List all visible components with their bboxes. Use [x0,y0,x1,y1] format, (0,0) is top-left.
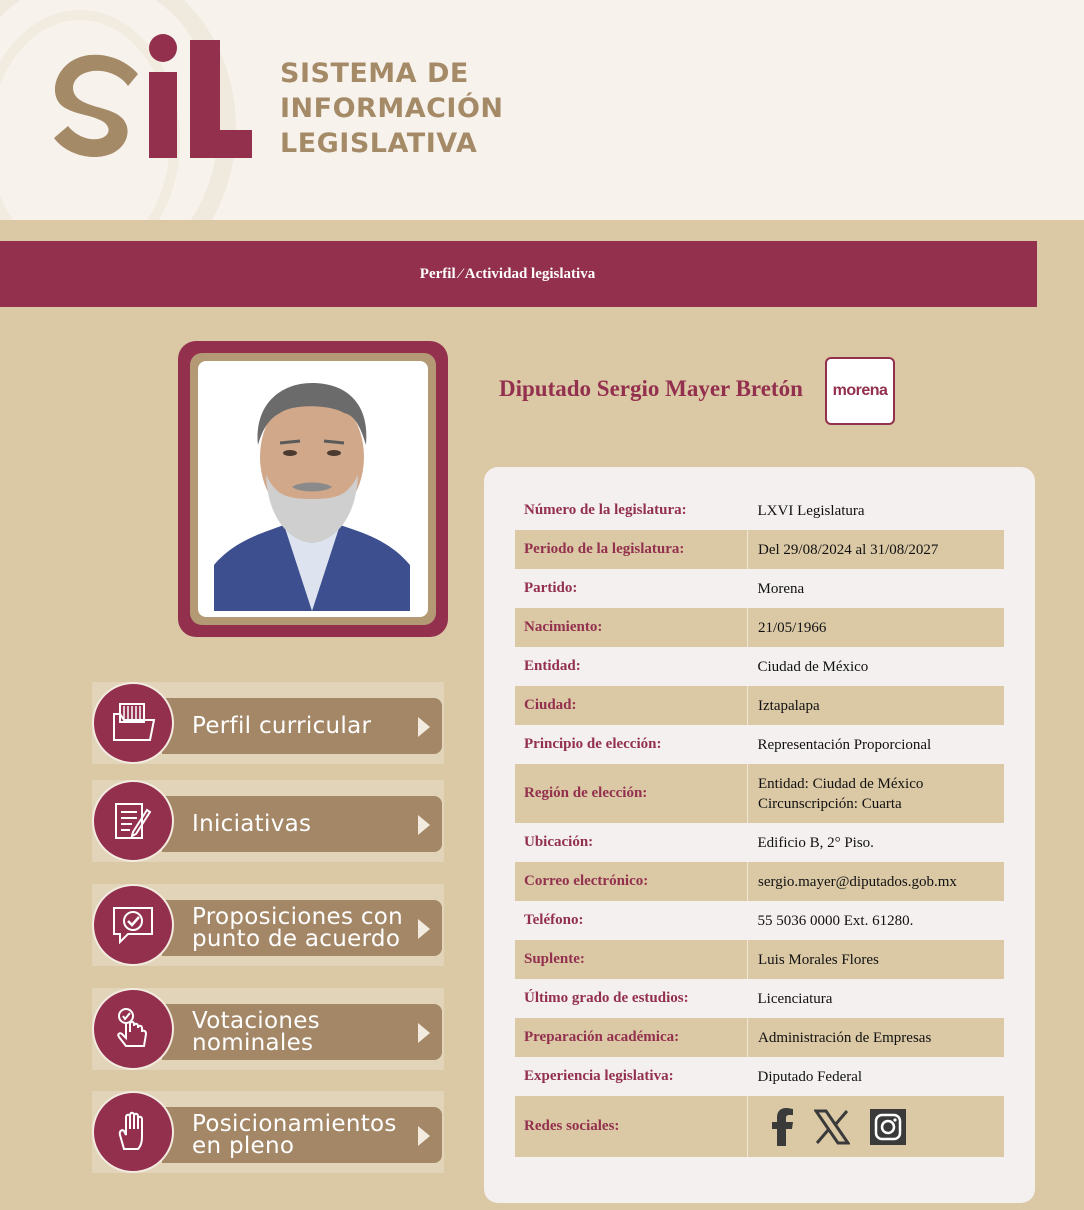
info-value-text: Iztapalapa [758,697,820,714]
info-row [515,530,1004,569]
menu-label: Proposiciones con punto de acuerdo [192,904,404,952]
info-value [748,608,1005,647]
info-row [515,1096,1004,1157]
instagram-icon[interactable] [870,1109,906,1145]
menu-proposiciones-button[interactable] [92,884,444,966]
info-label: Entidad: [524,658,581,674]
menu-iniciativas-button[interactable] [92,780,444,862]
chevron-right-icon [418,815,430,835]
info-label: Suplente: [515,940,748,979]
info-row [515,647,1004,686]
menu-perfil-curricular-button[interactable] [92,682,444,764]
info-label: Número de la legislatura: [524,502,687,518]
breadcrumb[interactable]: Perfil ⁄ Actividad legislativa [419,265,596,282]
info-value [748,764,1005,823]
social-links [758,1108,1004,1146]
info-value [748,1018,1005,1057]
info-row [515,686,1004,725]
info-value-text: Morena [757,580,805,597]
info-row [515,862,1004,901]
info-value-text: Licenciatura [757,990,833,1007]
site-title [280,56,504,161]
info-value [748,1057,1005,1096]
info-row [515,1018,1004,1057]
info-value-text: Representación Proporcional [757,736,932,753]
site-header [0,0,1084,220]
site-title-line: LEGISLATIVA [280,128,478,159]
info-value-text: Edificio B, 2° Piso. [757,834,874,851]
menu-label: Perfil curricular [192,713,372,739]
info-value [748,862,1005,901]
info-label: Partido: [524,580,578,596]
info-value [748,823,1005,862]
info-label: Ciudad: [515,686,748,725]
info-row [515,1057,1004,1096]
info-label: Experiencia legislativa: [524,1068,674,1084]
info-value-text: Del 29/08/2024 al 31/08/2027 [758,541,939,558]
info-value [748,686,1005,725]
info-value [748,901,1005,940]
info-value [748,1096,1005,1157]
info-value-text: LXVI Legislatura [757,502,865,519]
folder-icon [92,682,174,764]
info-value-text: Entidad: Ciudad de México [758,775,924,792]
info-value [748,979,1005,1018]
info-value-text: Administración de Empresas [758,1029,932,1046]
photo-container [198,361,428,617]
sil-logo[interactable] [50,34,260,164]
menu-label: Votaciones nominales [192,1008,320,1056]
info-value-text: Luis Morales Flores [758,951,879,968]
info-label: Principio de elección: [524,736,662,752]
x-icon[interactable] [814,1109,850,1145]
info-value-text: 21/05/1966 [758,619,827,636]
info-label: Teléfono: [524,912,584,928]
profile-photo-frame [178,341,448,637]
profile-photo [214,375,410,611]
info-table [515,491,1004,1157]
info-value-text: Diputado Federal [757,1068,863,1085]
site-title-line: INFORMACIÓN [280,93,504,124]
info-value [748,647,1005,686]
info-row [515,979,1004,1018]
site-title-line: SISTEMA DE [280,58,469,89]
info-label: Correo electrónico: [515,862,748,901]
menu-posicionamientos-button[interactable] [92,1091,444,1173]
info-value-text: 55 5036 0000 Ext. 61280. [757,912,914,929]
party-logo: morena [825,357,895,425]
speech-check-icon [92,884,174,966]
document-pen-icon [92,780,174,862]
chevron-right-icon [418,717,430,737]
info-row [515,823,1004,862]
info-row [515,764,1004,823]
chevron-right-icon [418,1126,430,1146]
info-value-text: Ciudad de México [757,658,869,675]
info-row [515,901,1004,940]
info-label: Región de elección: [515,764,748,823]
info-row [515,491,1004,530]
menu-label: Iniciativas [192,811,312,837]
facebook-icon[interactable] [772,1108,794,1146]
info-value [748,569,1005,608]
info-value [748,530,1005,569]
info-label: Periodo de la legislatura: [515,530,748,569]
breadcrumb-bar [0,241,1037,307]
menu-votaciones-button[interactable] [92,988,444,1070]
info-value-text[interactable]: sergio.mayer@diputados.gob.mx [758,873,957,890]
info-card [484,467,1035,1203]
info-label: Último grado de estudios: [524,990,689,1006]
deputy-name: Diputado Sergio Mayer Bretón [499,376,803,401]
info-label: Nacimiento: [515,608,748,647]
info-value [748,940,1005,979]
chevron-right-icon [418,919,430,939]
info-label: Redes sociales: [515,1096,748,1157]
raised-hand-icon [92,1091,174,1173]
menu-label: Posicionamientos en pleno [192,1111,397,1159]
info-row [515,608,1004,647]
chevron-right-icon [418,1023,430,1043]
info-row [515,725,1004,764]
info-value-text: Circunscripción: Cuarta [758,795,902,812]
info-value [748,725,1005,764]
info-row [515,940,1004,979]
info-label: Preparación académica: [515,1018,748,1057]
hand-pointer-icon [92,988,174,1070]
info-label: Ubicación: [524,834,594,850]
info-row [515,569,1004,608]
info-value [748,491,1005,530]
